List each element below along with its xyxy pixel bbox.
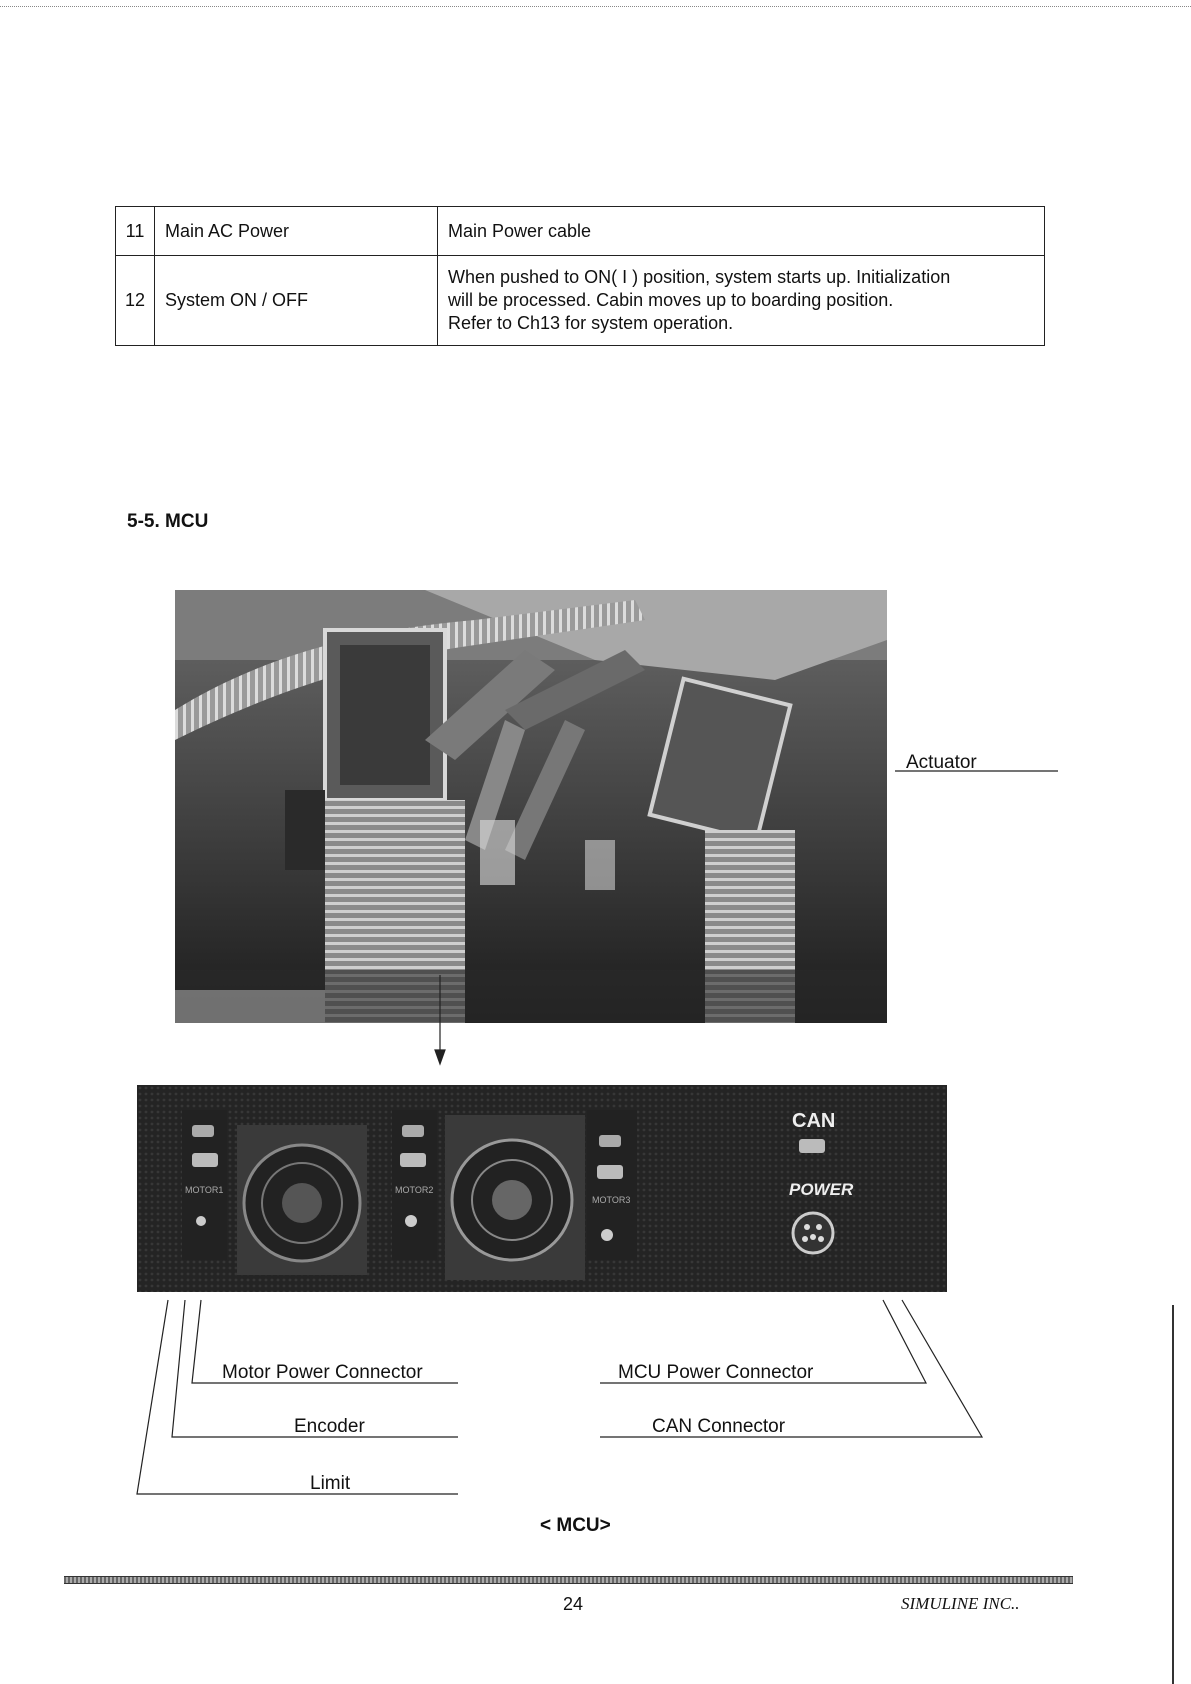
mcu-power-connector-label: MCU Power Connector (618, 1362, 814, 1383)
description-line: Refer to Ch13 for system operation. (448, 313, 734, 333)
section-title: 5-5. MCU (127, 511, 209, 532)
page-number: 24 (563, 1594, 584, 1614)
row-number: 12 (116, 256, 155, 346)
figure-caption: < MCU> (540, 1515, 611, 1536)
can-connector-label: CAN Connector (652, 1416, 786, 1437)
limit-label: Limit (310, 1473, 351, 1494)
encoder-label: Encoder (294, 1416, 365, 1437)
company-name: SIMULINE INC.. (901, 1594, 1020, 1613)
motor-power-connector-label: Motor Power Connector (222, 1362, 423, 1383)
row-number: 11 (116, 207, 155, 256)
description-line: When pushed to ON( I ) position, system starts up. Initialization (448, 267, 951, 287)
footer-rule (64, 1576, 1073, 1584)
actuator-label: Actuator (906, 752, 977, 773)
description-line: will be processed. Cabin moves up to boarding position. (448, 290, 894, 310)
row-item: System ON / OFF (155, 256, 438, 346)
panel-can-label: CAN (792, 1110, 836, 1132)
panel-motor3-label: MOTOR3 (592, 1195, 631, 1205)
description-line: Main Power cable (448, 220, 592, 241)
panel-motor1-label: MOTOR1 (185, 1185, 224, 1195)
panel-motor2-label: MOTOR2 (395, 1185, 434, 1195)
row-item: Main AC Power (155, 207, 438, 256)
panel-power-label: POWER (789, 1180, 854, 1199)
